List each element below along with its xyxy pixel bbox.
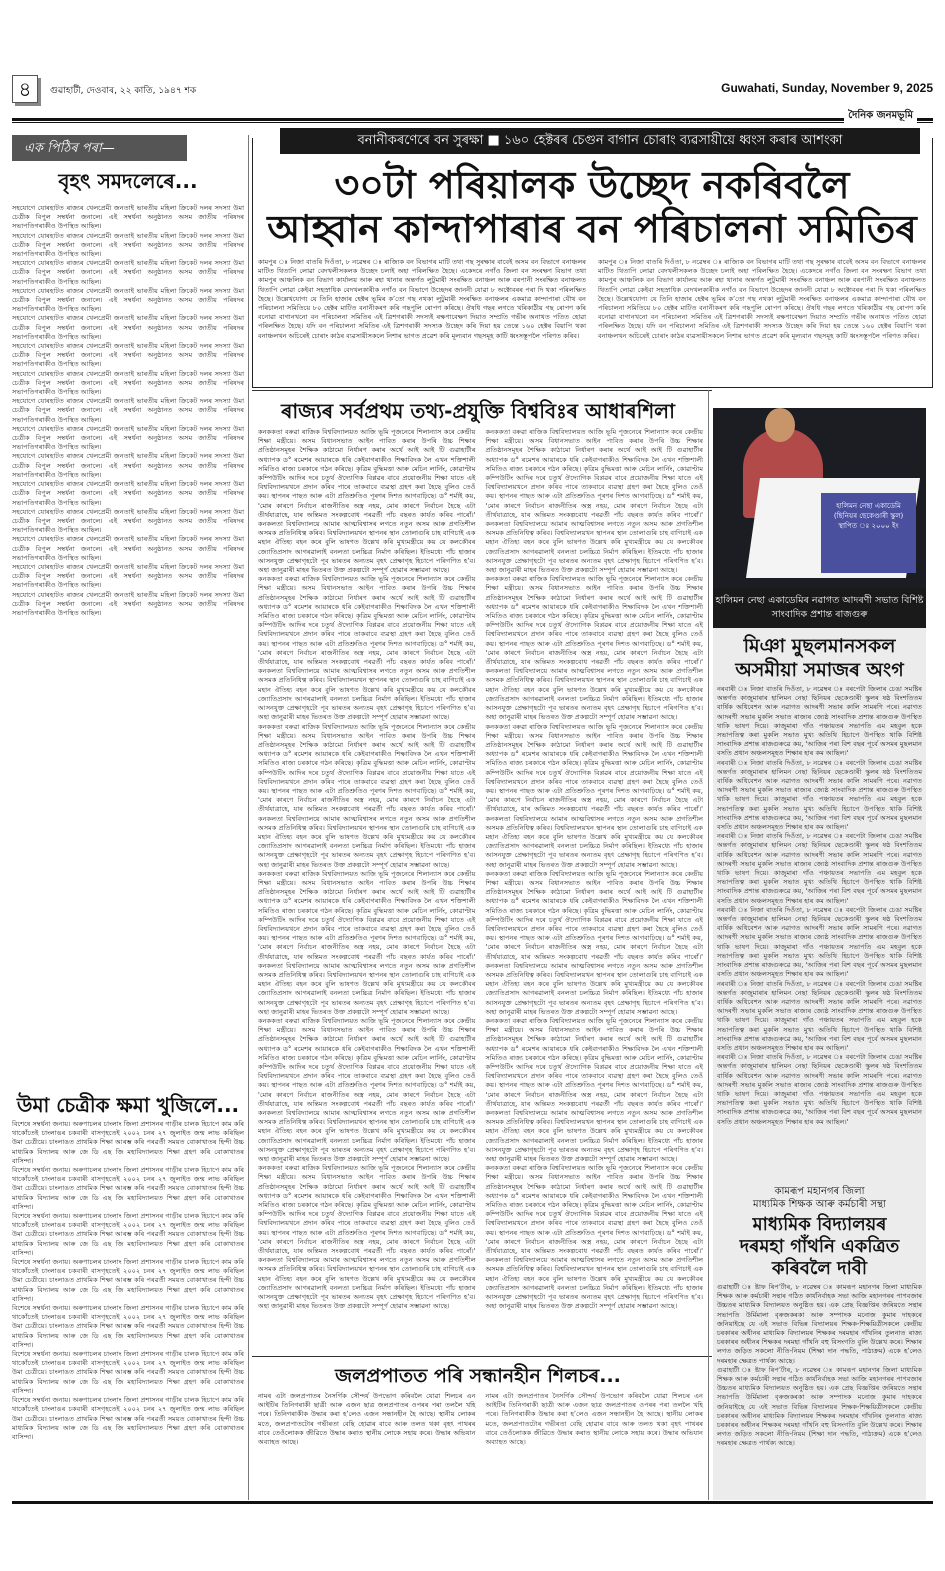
article-paragraph-continued: সহযোগে যোৰহাটত ৰাজ্যৰ খেলপ্ৰেমী জনতাই ভাৰতীয় মহিলা ক্ৰিকেট দলৰ সদস্যা উমা চেত্ৰীক বিপুল সম্বৰ্ধনা জনালে। এই সম্বৰ্ধনা অনুষ্ঠানত অসম জাতীয় পৰিষদৰ সভাপতিগৰাকীও উপস্থিত আছিল। (12, 535, 244, 562)
headline-line-2: অসমীয়া সমাজৰ অংগ (735, 659, 904, 681)
article-paragraph: বিশেষে সম্বৰ্ধনা জনায়। অৰুণাচলৰ চাংলাং জিলা প্ৰশাসনৰ গাড়ীৰ চালক হিচাপে কাম কৰি থাকোঁতেই চাংলাঙৰ চকবাৰী বাসগৃহতেই ২০০২ চনৰ ২৭ জুলাইত জন্ম লাভ কৰিছিল উমা চেত্ৰীয়ে। চাংলাঙত প্ৰাথমিক শিক্ষা আৰম্ভ কৰি পৰৱৰ্তী সময়ত বোকাখাতৰ হিন্দী উচ্চ মাধ্যমিক বিদ্যালয় আৰু জে ডি এছ জি মহাবিদ্যালয়ত শিক্ষা গ্ৰহণ কৰি বোকাখাতৰ বাসিন্দা। (12, 1120, 244, 1165)
article-paragraph-continued: নৰবাৰী ঃ নিজা বাতৰি দিওঁতা, ৮ নৱেম্বৰ ঃ বৰপেটা জিলাৰ চেঙা সমষ্টিৰ অন্তৰ্গত কাজুমাৰাৰ হালিমন নেছা ছিনিয়ৰ ছেকেণ্ডাৰী স্কুলৰ ষষ্ঠ বিংশতিতম বাৰ্ষিক অধিবেশন আৰু নৱাগত আদৰণী সভাৰ কালি সামৰণি পৰে। নৱাগত আদৰণী সভাৰ মুকলি সভাত ৰাজ্যৰ জ্যেষ্ঠ সাংবাদিক প্ৰশান্ত ৰাজগুৰু উপস্থিত থাকি ভাষণ দিয়ে। কাজুমাৰা গাঁও পঞ্চায়তৰ সভাপতি এম মহবুল হকে সভাপতিত্ব কৰা মুকলি সভাত মুখ্য অতিথি হিচাপে উপস্থিত থাকি বিশিষ্ট সাংবাদিক প্ৰশান্ত ৰাজগুৰুৱে কয়, 'আজিৰ পৰা বিশ বছৰ পূৰ্বে অসমৰ মুছলমান বসতি প্ৰধান অঞ্চলসমূহত শিক্ষাৰ হাৰ কম আছিল।' (717, 979, 922, 1052)
article-paragraph-continued: সহযোগে যোৰহাটত ৰাজ্যৰ খেলপ্ৰেমী জনতাই ভাৰতীয় মহিলা ক্ৰিকেট দলৰ সদস্যা উমা চেত্ৰীক বিপুল সম্বৰ্ধনা জনালে। এই সম্বৰ্ধনা অনুষ্ঠানত অসম জাতীয় পৰিষদৰ সভাপতিগৰাকীও উপস্থিত আছিল। (12, 342, 244, 369)
article-paragraph-continued: গুৱাহাটী ঃ ষ্টাফ ৰিপʼৰ্টাৰ, ৮ নৱেম্বৰ ঃ কামৰূপ মহানগৰ জিলা মাধ্যমিক শিক্ষক আৰু কৰ্মচাৰী সন্থাৰ গঠিত কাৰ্যনিৰ্বাহক সভা আজি মহানগৰৰ পাণবজাৰ উচ্চতৰ মাধ্যমিক বিদ্যালয়ত অনুষ্ঠিত হয়। এক প্ৰেছ বিজ্ঞপ্তিৰ জৰিয়তে সন্থাৰ সভাপতি উৰ্মিমালা বৃৰুজকৰকা আৰু সম্পাদক মনোজ কুমাৰ দাহকৰে জনিয়াইছে যে এই সভাত বিভিন্ন বিদ্যালয়ৰ শিক্ষক-শিক্ষয়িত্ৰীসকলে কেন্দ্ৰীয় চৰকাৰৰ অধীনৰ মাধ্যমিক বিদ্যালয়ৰ শিক্ষকৰ দৰমহাৰ গাঁথনিৰ তুলনাত ৰাজ্য চৰকাৰৰ অধীনৰ শিক্ষকৰ দৰমহা গাঁথনি বহু বিসংগতি বুলি উল্লেখ কৰে। শিক্ষাৰ লগত জড়িত সকলো নীতি-নিয়ম (শিক্ষা দান পদ্ধতি, পাঠ্যক্ৰম) একে হʼলেও দৰমহাৰ ক্ষেত্ৰত পাৰ্থক্য আছে। (717, 1365, 922, 1448)
article-paragraph-continued: কনককতা বৰুৱা ৰাজিক বিশ্ববিদ্যালয়ত আজি ভূমি পূজনেৰে শিলান্যাস কৰে কেন্দ্ৰীয় শিক্ষা মন্ত্ৰীয়ে। অসম বিধানসভাত আইন পাবিত কৰাৰ উপৰি উচ্চ শিক্ষাৰ প্ৰতিষ্ঠানসমূহৰ শৈক্ষিক কাঠামো নিৰ্ধাৰণ কৰাৰ অৰ্থে আই আই টি গুৱাহাটীৰ অধ্যাপক ড° ৰমেশৰ আয়াৰকে ধৰি কেইবাগৰাকীও শিক্ষাবিদক লৈ এখন শক্তিশালী সমিতিও ৰাজ্য চৰকাৰে গঠন কৰিছে। কৃত্ৰিম বুদ্ধিমত্তা আৰু মেচিন লাৰ্নিং, কোৱাণ্টাম কম্পিউটিং আদিৰ দৰে চতুৰ্থ ঔদ্যোগিক বিপ্লৱৰ বাবে প্ৰয়োজনীয় শিক্ষা যাতে এই বিশ্ববিদ্যালয়খনে প্ৰদান কৰিব পাৰে তাকবাবে ব্যৱস্থা গ্ৰহণ কৰা হৈছে বুলিও তেওঁ কয়। স্থাপনৰ পাছত আৰু এটা প্ৰতিশ্ৰুতিও পূৰণৰ দিশত আগবাঢ়িছে। ড° শৰ্মাই কয়, 'মোৰ কাৰণে নিৰ্বাচন ৰাজনীতিৰ অস্ত্ৰ নহয়, মোৰ কাৰণে নিৰ্বাচন হৈছে এটা তীৰ্থযাত্ৰাহে, যাৰ অন্তিমত সংকল্পবোধ পৰৱৰ্তী পাঁচ বছৰত কাৰ্যত কৰিব পাৰোঁ।' কনকলতা বিশ্ববিদ্যালয়ে আমাৰ আত্মবিশ্বাসৰ লগতে নতুন অসম আৰু প্ৰগতিশীল অসমক প্ৰতিনিধিত্ব কৰিব। বিশ্ববিদ্যালয়খন স্থাপনৰ স্থান তোলাগুৰি চাহ বাগিচাই এক মহান ঐতিহ্য বহন কৰে বুলি ভাষণত উল্লেখ কৰি মুখ্যমন্ত্ৰীয়ে কয় যে কলকৌবৰ জ্যোতিপ্ৰসাদ আগৰৱালাই বনলতা চলচ্চিত্ৰ নিৰ্মাণ কৰিছিল। ইতিমধ্যে পাঁচ হাজাৰ আসনযুক্ত প্ৰেক্ষাগৃহটো পূব ভাৰতৰ অন্যতম বৃহৎ প্ৰেক্ষাগৃহ হিচাপে পৰিগণিত হʼব। অহা জানুৱাৰী মাহৰ ভিতৰত উক্ত প্ৰকল্পটো সম্পূৰ্ণ হোৱাৰ সম্ভাৱনা আছে। (485, 428, 703, 575)
article-paragraph-continued: কনককতা বৰুৱা ৰাজিক বিশ্ববিদ্যালয়ত আজি ভূমি পূজনেৰে শিলান্যাস কৰে কেন্দ্ৰীয় শিক্ষা মন্ত্ৰীয়ে। অসম বিধানসভাত আইন পাবিত কৰাৰ উপৰি উচ্চ শিক্ষাৰ প্ৰতিষ্ঠানসমূহৰ শৈক্ষিক কাঠামো নিৰ্ধাৰণ কৰাৰ অৰ্থে আই আই টি গুৱাহাটীৰ অধ্যাপক ড° ৰমেশৰ আয়াৰকে ধৰি কেইবাগৰাকীও শিক্ষাবিদক লৈ এখন শক্তিশালী সমিতিও ৰাজ্য চৰকাৰে গঠন কৰিছে। কৃত্ৰিম বুদ্ধিমত্তা আৰু মেচিন লাৰ্নিং, কোৱাণ্টাম কম্পিউটিং আদিৰ দৰে চতুৰ্থ ঔদ্যোগিক বিপ্লৱৰ বাবে প্ৰয়োজনীয় শিক্ষা যাতে এই বিশ্ববিদ্যালয়খনে প্ৰদান কৰিব পাৰে তাকবাবে ব্যৱস্থা গ্ৰহণ কৰা হৈছে বুলিও তেওঁ কয়। স্থাপনৰ পাছত আৰু এটা প্ৰতিশ্ৰুতিও পূৰণৰ দিশত আগবাঢ়িছে। ড° শৰ্মাই কয়, 'মোৰ কাৰণে নিৰ্বাচন ৰাজনীতিৰ অস্ত্ৰ নহয়, মোৰ কাৰণে নিৰ্বাচন হৈছে এটা তীৰ্থযাত্ৰাহে, যাৰ অন্তিমত সংকল্পবোধ পৰৱৰ্তী পাঁচ বছৰত কাৰ্যত কৰিব পাৰোঁ।' কনকলতা বিশ্ববিদ্যালয়ে আমাৰ আত্মবিশ্বাসৰ লগতে নতুন অসম আৰু প্ৰগতিশীল অসমক প্ৰতিনিধিত্ব কৰিব। বিশ্ববিদ্যালয়খন স্থাপনৰ স্থান তোলাগুৰি চাহ বাগিচাই এক মহান ঐতিহ্য বহন কৰে বুলি ভাষণত উল্লেখ কৰি মুখ্যমন্ত্ৰীয়ে কয় যে কলকৌবৰ জ্যোতিপ্ৰসাদ আগৰৱালাই বনলতা চলচ্চিত্ৰ নিৰ্মাণ কৰিছিল। ইতিমধ্যে পাঁচ হাজাৰ আসনযুক্ত প্ৰেক্ষাগৃহটো পূব ভাৰতৰ অন্যতম বৃহৎ প্ৰেক্ষাগৃহ হিচাপে পৰিগণিত হʼব। অহা জানুৱাৰী মাহৰ ভিতৰত উক্ত প্ৰকল্পটো সম্পূৰ্ণ হোৱাৰ সম্ভাৱনা আছে। (258, 1017, 476, 1164)
page-number: ৪ (12, 75, 38, 103)
teachers-article-subhead (713, 1175, 926, 1211)
headline-line-1: মাধ্যমিক বিদ্যালয়ৰ (752, 1214, 887, 1235)
article-paragraph-continued: সহযোগে যোৰহাটত ৰাজ্যৰ খেলপ্ৰেমী জনতাই ভাৰতীয় মহিলা ক্ৰিকেট দলৰ সদস্যা উমা চেত্ৰীক বিপুল সম্বৰ্ধনা জনালে। এই সম্বৰ্ধনা অনুষ্ঠানত অসম জাতীয় পৰিষদৰ সভাপতিগৰাকীও উপস্থিত আছিল। (12, 369, 244, 397)
column-divider (248, 135, 249, 1500)
article-paragraph-continued: নৰবাৰী ঃ নিজা বাতৰি দিওঁতা, ৮ নৱেম্বৰ ঃ বৰপেটা জিলাৰ চেঙা সমষ্টিৰ অন্তৰ্গত কাজুমাৰাৰ হালিমন নেছা ছিনিয়ৰ ছেকেণ্ডাৰী স্কুলৰ ষষ্ঠ বিংশতিতম বাৰ্ষিক অধিবেশন আৰু নৱাগত আদৰণী সভাৰ কালি সামৰণি পৰে। নৱাগত আদৰণী সভাৰ মুকলি সভাত ৰাজ্যৰ জ্যেষ্ঠ সাংবাদিক প্ৰশান্ত ৰাজগুৰু উপস্থিত থাকি ভাষণ দিয়ে। কাজুমাৰা গাঁও পঞ্চায়তৰ সভাপতি এম মহবুল হকে সভাপতিত্ব কৰা মুকলি সভাত মুখ্য অতিথি হিচাপে উপস্থিত থাকি বিশিষ্ট সাংবাদিক প্ৰশান্ত ৰাজগুৰুৱে কয়, 'আজিৰ পৰা বিশ বছৰ পূৰ্বে অসমৰ মুছলমান বসতি প্ৰধান অঞ্চলসমূহত শিক্ষাৰ হাৰ কম আছিল।' (717, 905, 922, 979)
masthead-rule (12, 118, 933, 123)
article-paragraph-continued: কনককতা বৰুৱা ৰাজিক বিশ্ববিদ্যালয়ত আজি ভূমি পূজনেৰে শিলান্যাস কৰে কেন্দ্ৰীয় শিক্ষা মন্ত্ৰীয়ে। অসম বিধানসভাত আইন পাবিত কৰাৰ উপৰি উচ্চ শিক্ষাৰ প্ৰতিষ্ঠানসমূহৰ শৈক্ষিক কাঠামো নিৰ্ধাৰণ কৰাৰ অৰ্থে আই আই টি গুৱাহাটীৰ অধ্যাপক ড° ৰমেশৰ আয়াৰকে ধৰি কেইবাগৰাকীও শিক্ষাবিদক লৈ এখন শক্তিশালী সমিতিও ৰাজ্য চৰকাৰে গঠন কৰিছে। কৃত্ৰিম বুদ্ধিমত্তা আৰু মেচিন লাৰ্নিং, কোৱাণ্টাম কম্পিউটিং আদিৰ দৰে চতুৰ্থ ঔদ্যোগিক বিপ্লৱৰ বাবে প্ৰয়োজনীয় শিক্ষা যাতে এই বিশ্ববিদ্যালয়খনে প্ৰদান কৰিব পাৰে তাকবাবে ব্যৱস্থা গ্ৰহণ কৰা হৈছে বুলিও তেওঁ কয়। স্থাপনৰ পাছত আৰু এটা প্ৰতিশ্ৰুতিও পূৰণৰ দিশত আগবাঢ়িছে। ড° শৰ্মাই কয়, 'মোৰ কাৰণে নিৰ্বাচন ৰাজনীতিৰ অস্ত্ৰ নহয়, মোৰ কাৰণে নিৰ্বাচন হৈছে এটা তীৰ্থযাত্ৰাহে, যাৰ অন্তিমত সংকল্পবোধ পৰৱৰ্তী পাঁচ বছৰত কাৰ্যত কৰিব পাৰোঁ।' কনকলতা বিশ্ববিদ্যালয়ে আমাৰ আত্মবিশ্বাসৰ লগতে নতুন অসম আৰু প্ৰগতিশীল অসমক প্ৰতিনিধিত্ব কৰিব। বিশ্ববিদ্যালয়খন স্থাপনৰ স্থান তোলাগুৰি চাহ বাগিচাই এক মহান ঐতিহ্য বহন কৰে বুলি ভাষণত উল্লেখ কৰি মুখ্যমন্ত্ৰীয়ে কয় যে কলকৌবৰ জ্যোতিপ্ৰসাদ আগৰৱালাই বনলতা চলচ্চিত্ৰ নিৰ্মাণ কৰিছিল। ইতিমধ্যে পাঁচ হাজাৰ আসনযুক্ত প্ৰেক্ষাগৃহটো পূব ভাৰতৰ অন্যতম বৃহৎ প্ৰেক্ষাগৃহ হিচাপে পৰিগণিত হʼব। অহা জানুৱাৰী মাহৰ ভিতৰত উক্ত প্ৰকল্পটো সম্পূৰ্ণ হোৱাৰ সম্ভাৱনা আছে। (485, 722, 703, 869)
article-paragraph-continued: বিশেষে সম্বৰ্ধনা জনায়। অৰুণাচলৰ চাংলাং জিলা প্ৰশাসনৰ গাড়ীৰ চালক হিচাপে কাম কৰি থাকোঁতেই চাংলাঙৰ চকবাৰী বাসগৃহতেই ২০০২ চনৰ ২৭ জুলাইত জন্ম লাভ কৰিছিল উমা চেত্ৰীয়ে। চাংলাঙত প্ৰাথমিক শিক্ষা আৰম্ভ কৰি পৰৱৰ্তী সময়ত বোকাখাতৰ হিন্দী উচ্চ মাধ্যমিক বিদ্যালয় আৰু জে ডি এছ জি মহাবিদ্যালয়ত শিক্ষা গ্ৰহণ কৰি বোকাখাতৰ বাসিন্দা। (12, 1350, 244, 1395)
article-paragraph-continued: সহযোগে যোৰহাটত ৰাজ্যৰ খেলপ্ৰেমী জনতাই ভাৰতীয় মহিলা ক্ৰিকেট দলৰ সদস্যা উমা চেত্ৰীক বিপুল সম্বৰ্ধনা জনালে। এই সম্বৰ্ধনা অনুষ্ঠানত অসম জাতীয় পৰিষদৰ সভাপতিগৰাকীও উপস্থিত আছিল। (12, 231, 244, 259)
column-divider (708, 390, 709, 1500)
article-paragraph-continued: কনককতা বৰুৱা ৰাজিক বিশ্ববিদ্যালয়ত আজি ভূমি পূজনেৰে শিলান্যাস কৰে কেন্দ্ৰীয় শিক্ষা মন্ত্ৰীয়ে। অসম বিধানসভাত আইন পাবিত কৰাৰ উপৰি উচ্চ শিক্ষাৰ প্ৰতিষ্ঠানসমূহৰ শৈক্ষিক কাঠামো নিৰ্ধাৰণ কৰাৰ অৰ্থে আই আই টি গুৱাহাটীৰ অধ্যাপক ড° ৰমেশৰ আয়াৰকে ধৰি কেইবাগৰাকীও শিক্ষাবিদক লৈ এখন শক্তিশালী সমিতিও ৰাজ্য চৰকাৰে গঠন কৰিছে। কৃত্ৰিম বুদ্ধিমত্তা আৰু মেচিন লাৰ্নিং, কোৱাণ্টাম কম্পিউটিং আদিৰ দৰে চতুৰ্থ ঔদ্যোগিক বিপ্লৱৰ বাবে প্ৰয়োজনীয় শিক্ষা যাতে এই বিশ্ববিদ্যালয়খনে প্ৰদান কৰিব পাৰে তাকবাবে ব্যৱস্থা গ্ৰহণ কৰা হৈছে বুলিও তেওঁ কয়। স্থাপনৰ পাছত আৰু এটা প্ৰতিশ্ৰুতিও পূৰণৰ দিশত আগবাঢ়িছে। ড° শৰ্মাই কয়, 'মোৰ কাৰণে নিৰ্বাচন ৰাজনীতিৰ অস্ত্ৰ নহয়, মোৰ কাৰণে নিৰ্বাচন হৈছে এটা তীৰ্থযাত্ৰাহে, যাৰ অন্তিমত সংকল্পবোধ পৰৱৰ্তী পাঁচ বছৰত কাৰ্যত কৰিব পাৰোঁ।' কনকলতা বিশ্ববিদ্যালয়ে আমাৰ আত্মবিশ্বাসৰ লগতে নতুন অসম আৰু প্ৰগতিশীল অসমক প্ৰতিনিধিত্ব কৰিব। বিশ্ববিদ্যালয়খন স্থাপনৰ স্থান তোলাগুৰি চাহ বাগিচাই এক মহান ঐতিহ্য বহন কৰে বুলি ভাষণত উল্লেখ কৰি মুখ্যমন্ত্ৰীয়ে কয় যে কলকৌবৰ জ্যোতিপ্ৰসাদ আগৰৱালাই বনলতা চলচ্চিত্ৰ নিৰ্মাণ কৰিছিল। ইতিমধ্যে পাঁচ হাজাৰ আসনযুক্ত প্ৰেক্ষাগৃহটো পূব ভাৰতৰ অন্যতম বৃহৎ প্ৰেক্ষাগৃহ হিচাপে পৰিগণিত হʼব। অহা জানুৱাৰী মাহৰ ভিতৰত উক্ত প্ৰকল্পটো সম্পূৰ্ণ হোৱাৰ সম্ভাৱনা আছে। (485, 1164, 703, 1311)
lead-story-kicker: বনানীকৰণেৰে বন সুৰক্ষা ■ ১৬০ হেক্টৰৰ চেগুন বাগান চোৰাং ব্যৱসায়ীয়ে ধ্বংস কৰাৰ আশংকা (280, 128, 920, 154)
article-paragraph-continued: কনককতা বৰুৱা ৰাজিক বিশ্ববিদ্যালয়ত আজি ভূমি পূজনেৰে শিলান্যাস কৰে কেন্দ্ৰীয় শিক্ষা মন্ত্ৰীয়ে। অসম বিধানসভাত আইন পাবিত কৰাৰ উপৰি উচ্চ শিক্ষাৰ প্ৰতিষ্ঠানসমূহৰ শৈক্ষিক কাঠামো নিৰ্ধাৰণ কৰাৰ অৰ্থে আই আই টি গুৱাহাটীৰ অধ্যাপক ড° ৰমেশৰ আয়াৰকে ধৰি কেইবাগৰাকীও শিক্ষাবিদক লৈ এখন শক্তিশালী সমিতিও ৰাজ্য চৰকাৰে গঠন কৰিছে। কৃত্ৰিম বুদ্ধিমত্তা আৰু মেচিন লাৰ্নিং, কোৱাণ্টাম কম্পিউটিং আদিৰ দৰে চতুৰ্থ ঔদ্যোগিক বিপ্লৱৰ বাবে প্ৰয়োজনীয় শিক্ষা যাতে এই বিশ্ববিদ্যালয়খনে প্ৰদান কৰিব পাৰে তাকবাবে ব্যৱস্থা গ্ৰহণ কৰা হৈছে বুলিও তেওঁ কয়। স্থাপনৰ পাছত আৰু এটা প্ৰতিশ্ৰুতিও পূৰণৰ দিশত আগবাঢ়িছে। ড° শৰ্মাই কয়, 'মোৰ কাৰণে নিৰ্বাচন ৰাজনীতিৰ অস্ত্ৰ নহয়, মোৰ কাৰণে নিৰ্বাচন হৈছে এটা তীৰ্থযাত্ৰাহে, যাৰ অন্তিমত সংকল্পবোধ পৰৱৰ্তী পাঁচ বছৰত কাৰ্যত কৰিব পাৰোঁ।' কনকলতা বিশ্ববিদ্যালয়ে আমাৰ আত্মবিশ্বাসৰ লগতে নতুন অসম আৰু প্ৰগতিশীল অসমক প্ৰতিনিধিত্ব কৰিব। বিশ্ববিদ্যালয়খন স্থাপনৰ স্থান তোলাগুৰি চাহ বাগিচাই এক মহান ঐতিহ্য বহন কৰে বুলি ভাষণত উল্লেখ কৰি মুখ্যমন্ত্ৰীয়ে কয় যে কলকৌবৰ জ্যোতিপ্ৰসাদ আগৰৱালাই বনলতা চলচ্চিত্ৰ নিৰ্মাণ কৰিছিল। ইতিমধ্যে পাঁচ হাজাৰ আসনযুক্ত প্ৰেক্ষাগৃহটো পূব ভাৰতৰ অন্যতম বৃহৎ প্ৰেক্ষাগৃহ হিচাপে পৰিগণিত হʼব। অহা জানুৱাৰী মাহৰ ভিতৰত উক্ত প্ৰকল্পটো সম্পূৰ্ণ হোৱাৰ সম্ভাৱনা আছে। (258, 722, 476, 869)
subhead-line-1: কামৰূপ মহানগৰ জিলা (774, 1186, 865, 1197)
it-university-body (258, 428, 703, 1338)
article-paragraph-continued: সহযোগে যোৰহাটত ৰাজ্যৰ খেলপ্ৰেমী জনতাই ভাৰতীয় মহিলা ক্ৰিকেট দলৰ সদস্যা উমা চেত্ৰীক বিপুল সম্বৰ্ধনা জনালে। এই সম্বৰ্ধনা অনুষ্ঠানত অসম জাতীয় পৰিষদৰ সভাপতিগৰাকীও উপস্থিত আছিল। (12, 397, 244, 424)
subhead-line-2: মাধ্যমিক শিক্ষক আৰু কৰ্মচাৰী সন্থা (753, 1199, 886, 1210)
right-column (713, 628, 926, 1500)
article-paragraph-continued: কনককতা বৰুৱা ৰাজিক বিশ্ববিদ্যালয়ত আজি ভূমি পূজনেৰে শিলান্যাস কৰে কেন্দ্ৰীয় শিক্ষা মন্ত্ৰীয়ে। অসম বিধানসভাত আইন পাবিত কৰাৰ উপৰি উচ্চ শিক্ষাৰ প্ৰতিষ্ঠানসমূহৰ শৈক্ষিক কাঠামো নিৰ্ধাৰণ কৰাৰ অৰ্থে আই আই টি গুৱাহাটীৰ অধ্যাপক ড° ৰমেশৰ আয়াৰকে ধৰি কেইবাগৰাকীও শিক্ষাবিদক লৈ এখন শক্তিশালী সমিতিও ৰাজ্য চৰকাৰে গঠন কৰিছে। কৃত্ৰিম বুদ্ধিমত্তা আৰু মেচিন লাৰ্নিং, কোৱাণ্টাম কম্পিউটিং আদিৰ দৰে চতুৰ্থ ঔদ্যোগিক বিপ্লৱৰ বাবে প্ৰয়োজনীয় শিক্ষা যাতে এই বিশ্ববিদ্যালয়খনে প্ৰদান কৰিব পাৰে তাকবাবে ব্যৱস্থা গ্ৰহণ কৰা হৈছে বুলিও তেওঁ কয়। স্থাপনৰ পাছত আৰু এটা প্ৰতিশ্ৰুতিও পূৰণৰ দিশত আগবাঢ়িছে। ড° শৰ্মাই কয়, 'মোৰ কাৰণে নিৰ্বাচন ৰাজনীতিৰ অস্ত্ৰ নহয়, মোৰ কাৰণে নিৰ্বাচন হৈছে এটা তীৰ্থযাত্ৰাহে, যাৰ অন্তিমত সংকল্পবোধ পৰৱৰ্তী পাঁচ বছৰত কাৰ্যত কৰিব পাৰোঁ।' কনকলতা বিশ্ববিদ্যালয়ে আমাৰ আত্মবিশ্বাসৰ লগতে নতুন অসম আৰু প্ৰগতিশীল অসমক প্ৰতিনিধিত্ব কৰিব। বিশ্ববিদ্যালয়খন স্থাপনৰ স্থান তোলাগুৰি চাহ বাগিচাই এক মহান ঐতিহ্য বহন কৰে বুলি ভাষণত উল্লেখ কৰি মুখ্যমন্ত্ৰীয়ে কয় যে কলকৌবৰ জ্যোতিপ্ৰসাদ আগৰৱালাই বনলতা চলচ্চিত্ৰ নিৰ্মাণ কৰিছিল। ইতিমধ্যে পাঁচ হাজাৰ আসনযুক্ত প্ৰেক্ষাগৃহটো পূব ভাৰতৰ অন্যতম বৃহৎ প্ৰেক্ষাগৃহ হিচাপে পৰিগণিত হʼব। অহা জানুৱাৰী মাহৰ ভিতৰত উক্ত প্ৰকল্পটো সম্পূৰ্ণ হোৱাৰ সম্ভাৱনা আছে। (485, 1017, 703, 1164)
paper-name: দৈনিক জনমভূমি (844, 108, 917, 125)
article-paragraph-continued: সহযোগে যোৰহাটত ৰাজ্যৰ খেলপ্ৰেমী জনতাই ভাৰতীয় মহিলা ক্ৰিকেট দলৰ সদস্যা উমা চেত্ৰীক বিপুল সম্বৰ্ধনা জনালে। এই সম্বৰ্ধনা অনুষ্ঠানত অসম জাতীয় পৰিষদৰ সভাপতিগৰাকীও উপস্থিত আছিল। (12, 507, 244, 535)
article-body-brihat-samadal (12, 204, 244, 618)
article-paragraph-continued: নৰবাৰী ঃ নিজা বাতৰি দিওঁতা, ৮ নৱেম্বৰ ঃ বৰপেটা জিলাৰ চেঙা সমষ্টিৰ অন্তৰ্গত কাজুমাৰাৰ হালিমন নেছা ছিনিয়ৰ ছেকেণ্ডাৰী স্কুলৰ ষষ্ঠ বিংশতিতম বাৰ্ষিক অধিবেশন আৰু নৱাগত আদৰণী সভাৰ কালি সামৰণি পৰে। নৱাগত আদৰণী সভাৰ মুকলি সভাত ৰাজ্যৰ জ্যেষ্ঠ সাংবাদিক প্ৰশান্ত ৰাজগুৰু উপস্থিত থাকি ভাষণ দিয়ে। কাজুমাৰা গাঁও পঞ্চায়তৰ সভাপতি এম মহবুল হকে সভাপতিত্ব কৰা মুকলি সভাত মুখ্য অতিথি হিচাপে উপস্থিত থাকি বিশিষ্ট সাংবাদিক প্ৰশান্ত ৰাজগুৰুৱে কয়, 'আজিৰ পৰা বিশ বছৰ পূৰ্বে অসমৰ মুছলমান বসতি প্ৰধান অঞ্চলসমূহত শিক্ষাৰ হাৰ কম আছিল।' (717, 1053, 922, 1126)
article-paragraph-continued: নামৰ এটা জলপ্ৰপাতৰ নৈসৰ্গিক সৌন্দৰ্য উপভোগ কৰিবলৈ যোৱা শিলচৰ এন আইটিৰ তিনিগৰাকী ছাত্ৰী আৰু এজন ছাত্ৰ জলপ্ৰপাতৰ ওপৰৰ পৰা তললৈ খহি পৰে। তিনিগৰাকীক উদ্ধাৰ কৰা হʼলেও এজন সন্ধানহীন হৈ আছে। স্থানীয় লোকৰ মতে, জলপ্ৰপাতটোৰ গভীৰতা বেছি হোৱাৰ বাবে আৰু তলত থকা বৃহৎ পাথৰৰ বাবে তেওঁলোকক জীৱিতে উদ্ধাৰ কৰাত স্থানীয় লোকে সহায় কৰে। উদ্ধাৰ অভিযান অব্যাহত আছে। (485, 1392, 703, 1447)
article-paragraph: সহযোগে যোৰহাটত ৰাজ্যৰ খেলপ্ৰেমী জনতাই ভাৰতীয় মহিলা ক্ৰিকেট দলৰ সদস্যা উমা চেত্ৰীক বিপুল সম্বৰ্ধনা জনালে। এই সম্বৰ্ধনা অনুষ্ঠানত অসম জাতীয় পৰিষদৰ সভাপতিগৰাকীও উপস্থিত আছিল। (12, 204, 244, 231)
article-paragraph-continued: কনককতা বৰুৱা ৰাজিক বিশ্ববিদ্যালয়ত আজি ভূমি পূজনেৰে শিলান্যাস কৰে কেন্দ্ৰীয় শিক্ষা মন্ত্ৰীয়ে। অসম বিধানসভাত আইন পাবিত কৰাৰ উপৰি উচ্চ শিক্ষাৰ প্ৰতিষ্ঠানসমূহৰ শৈক্ষিক কাঠামো নিৰ্ধাৰণ কৰাৰ অৰ্থে আই আই টি গুৱাহাটীৰ অধ্যাপক ড° ৰমেশৰ আয়াৰকে ধৰি কেইবাগৰাকীও শিক্ষাবিদক লৈ এখন শক্তিশালী সমিতিও ৰাজ্য চৰকাৰে গঠন কৰিছে। কৃত্ৰিম বুদ্ধিমত্তা আৰু মেচিন লাৰ্নিং, কোৱাণ্টাম কম্পিউটিং আদিৰ দৰে চতুৰ্থ ঔদ্যোগিক বিপ্লৱৰ বাবে প্ৰয়োজনীয় শিক্ষা যাতে এই বিশ্ববিদ্যালয়খনে প্ৰদান কৰিব পাৰে তাকবাবে ব্যৱস্থা গ্ৰহণ কৰা হৈছে বুলিও তেওঁ কয়। স্থাপনৰ পাছত আৰু এটা প্ৰতিশ্ৰুতিও পূৰণৰ দিশত আগবাঢ়িছে। ড° শৰ্মাই কয়, 'মোৰ কাৰণে নিৰ্বাচন ৰাজনীতিৰ অস্ত্ৰ নহয়, মোৰ কাৰণে নিৰ্বাচন হৈছে এটা তীৰ্থযাত্ৰাহে, যাৰ অন্তিমত সংকল্পবোধ পৰৱৰ্তী পাঁচ বছৰত কাৰ্যত কৰিব পাৰোঁ।' কনকলতা বিশ্ববিদ্যালয়ে আমাৰ আত্মবিশ্বাসৰ লগতে নতুন অসম আৰু প্ৰগতিশীল অসমক প্ৰতিনিধিত্ব কৰিব। বিশ্ববিদ্যালয়খন স্থাপনৰ স্থান তোলাগুৰি চাহ বাগিচাই এক মহান ঐতিহ্য বহন কৰে বুলি ভাষণত উল্লেখ কৰি মুখ্যমন্ত্ৰীয়ে কয় যে কলকৌবৰ জ্যোতিপ্ৰসাদ আগৰৱালাই বনলতা চলচ্চিত্ৰ নিৰ্মাণ কৰিছিল। ইতিমধ্যে পাঁচ হাজাৰ আসনযুক্ত প্ৰেক্ষাগৃহটো পূব ভাৰতৰ অন্যতম বৃহৎ প্ৰেক্ষাগৃহ হিচাপে পৰিগণিত হʼব। অহা জানুৱাৰী মাহৰ ভিতৰত উক্ত প্ৰকল্পটো সম্পূৰ্ণ হোৱাৰ সম্ভাৱনা আছে। (258, 1164, 476, 1311)
teachers-article-body (713, 1283, 926, 1448)
it-university-headline: ৰাজ্যৰ সৰ্বপ্ৰথম তথ্য-প্ৰযুক্তি বিশ্ববিঃৰ আধাৰশিলা (281, 399, 675, 423)
article-paragraph: নৰবাৰী ঃ নিজা বাতৰি দিওঁতা, ৮ নৱেম্বৰ ঃ বৰপেটা জিলাৰ চেঙা সমষ্টিৰ অন্তৰ্গত কাজুমাৰাৰ হালিমন নেছা ছিনিয়ৰ ছেকেণ্ডাৰী স্কুলৰ ষষ্ঠ বিংশতিতম বাৰ্ষিক অধিবেশন আৰু নৱাগত আদৰণী সভাৰ কালি সামৰণি পৰে। নৱাগত আদৰণী সভাৰ মুকলি সভাত ৰাজ্যৰ জ্যেষ্ঠ সাংবাদিক প্ৰশান্ত ৰাজগুৰু উপস্থিত থাকি ভাষণ দিয়ে। কাজুমাৰা গাঁও পঞ্চায়তৰ সভাপতি এম মহবুল হকে সভাপতিত্ব কৰা মুকলি সভাত মুখ্য অতিথি হিচাপে উপস্থিত থাকি বিশিষ্ট সাংবাদিক প্ৰশান্ত ৰাজগুৰুৱে কয়, 'আজিৰ পৰা বিশ বছৰ পূৰ্বে অসমৰ মুছলমান বসতি প্ৰধান অঞ্চলসমূহত শিক্ষাৰ হাৰ কম আছিল।' (717, 685, 922, 758)
article-paragraph-continued: বিশেষে সম্বৰ্ধনা জনায়। অৰুণাচলৰ চাংলাং জিলা প্ৰশাসনৰ গাড়ীৰ চালক হিচাপে কাম কৰি থাকোঁতেই চাংলাঙৰ চকবাৰী বাসগৃহতেই ২০০২ চনৰ ২৭ জুলাইত জন্ম লাভ কৰিছিল উমা চেত্ৰীয়ে। চাংলাঙত প্ৰাথমিক শিক্ষা আৰম্ভ কৰি পৰৱৰ্তী সময়ত বোকাখাতৰ হিন্দী উচ্চ মাধ্যমিক বিদ্যালয় আৰু জে ডি এছ জি মহাবিদ্যালয়ত শিক্ষা গ্ৰহণ কৰি বোকাখাতৰ বাসিন্দা। (12, 1304, 244, 1349)
footer-rule (12, 1501, 933, 1504)
article-headline-uma-chetry: উমা চেত্ৰীক ক্ষমা খুজিলে... (12, 1091, 244, 1124)
article-paragraph-continued: কনককতা বৰুৱা ৰাজিক বিশ্ববিদ্যালয়ত আজি ভূমি পূজনেৰে শিলান্যাস কৰে কেন্দ্ৰীয় শিক্ষা মন্ত্ৰীয়ে। অসম বিধানসভাত আইন পাবিত কৰাৰ উপৰি উচ্চ শিক্ষাৰ প্ৰতিষ্ঠানসমূহৰ শৈক্ষিক কাঠামো নিৰ্ধাৰণ কৰাৰ অৰ্থে আই আই টি গুৱাহাটীৰ অধ্যাপক ড° ৰমেশৰ আয়াৰকে ধৰি কেইবাগৰাকীও শিক্ষাবিদক লৈ এখন শক্তিশালী সমিতিও ৰাজ্য চৰকাৰে গঠন কৰিছে। কৃত্ৰিম বুদ্ধিমত্তা আৰু মেচিন লাৰ্নিং, কোৱাণ্টাম কম্পিউটিং আদিৰ দৰে চতুৰ্থ ঔদ্যোগিক বিপ্লৱৰ বাবে প্ৰয়োজনীয় শিক্ষা যাতে এই বিশ্ববিদ্যালয়খনে প্ৰদান কৰিব পাৰে তাকবাবে ব্যৱস্থা গ্ৰহণ কৰা হৈছে বুলিও তেওঁ কয়। স্থাপনৰ পাছত আৰু এটা প্ৰতিশ্ৰুতিও পূৰণৰ দিশত আগবাঢ়িছে। ড° শৰ্মাই কয়, 'মোৰ কাৰণে নিৰ্বাচন ৰাজনীতিৰ অস্ত্ৰ নহয়, মোৰ কাৰণে নিৰ্বাচন হৈছে এটা তীৰ্থযাত্ৰাহে, যাৰ অন্তিমত সংকল্পবোধ পৰৱৰ্তী পাঁচ বছৰত কাৰ্যত কৰিব পাৰোঁ।' কনকলতা বিশ্ববিদ্যালয়ে আমাৰ আত্মবিশ্বাসৰ লগতে নতুন অসম আৰু প্ৰগতিশীল অসমক প্ৰতিনিধিত্ব কৰিব। বিশ্ববিদ্যালয়খন স্থাপনৰ স্থান তোলাগুৰি চাহ বাগিচাই এক মহান ঐতিহ্য বহন কৰে বুলি ভাষণত উল্লেখ কৰি মুখ্যমন্ত্ৰীয়ে কয় যে কলকৌবৰ জ্যোতিপ্ৰসাদ আগৰৱালাই বনলতা চলচ্চিত্ৰ নিৰ্মাণ কৰিছিল। ইতিমধ্যে পাঁচ হাজাৰ আসনযুক্ত প্ৰেক্ষাগৃহটো পূব ভাৰতৰ অন্যতম বৃহৎ প্ৰেক্ষাগৃহ হিচাপে পৰিগণিত হʼব। অহা জানুৱাৰী মাহৰ ভিতৰত উক্ত প্ৰকল্পটো সম্পূৰ্ণ হোৱাৰ সম্ভাৱনা আছে। (485, 869, 703, 1016)
photo-speaker-head (765, 408, 795, 442)
article-body-uma-chetry (12, 1120, 244, 1500)
article-paragraph-continued: নৰবাৰী ঃ নিজা বাতৰি দিওঁতা, ৮ নৱেম্বৰ ঃ বৰপেটা জিলাৰ চেঙা সমষ্টিৰ অন্তৰ্গত কাজুমাৰাৰ হালিমন নেছা ছিনিয়ৰ ছেকেণ্ডাৰী স্কুলৰ ষষ্ঠ বিংশতিতম বাৰ্ষিক অধিবেশন আৰু নৱাগত আদৰণী সভাৰ কালি সামৰণি পৰে। নৱাগত আদৰণী সভাৰ মুকলি সভাত ৰাজ্যৰ জ্যেষ্ঠ সাংবাদিক প্ৰশান্ত ৰাজগুৰু উপস্থিত থাকি ভাষণ দিয়ে। কাজুমাৰা গাঁও পঞ্চায়তৰ সভাপতি এম মহবুল হকে সভাপতিত্ব কৰা মুকলি সভাত মুখ্য অতিথি হিচাপে উপস্থিত থাকি বিশিষ্ট সাংবাদিক প্ৰশান্ত ৰাজগুৰুৱে কয়, 'আজিৰ পৰা বিশ বছৰ পূৰ্বে অসমৰ মুছলমান বসতি প্ৰধান অঞ্চলসমূহত শিক্ষাৰ হাৰ কম আছিল।' (717, 832, 922, 905)
left-column (12, 135, 244, 1500)
section-divider (252, 390, 712, 391)
lead-story-headline (262, 163, 922, 251)
section-divider (252, 1356, 712, 1357)
article-paragraph-continued: সহযোগে যোৰহাটত ৰাজ্যৰ খেলপ্ৰেমী জনতাই ভাৰতীয় মহিলা ক্ৰিকেট দলৰ সদস্যা উমা চেত্ৰীক বিপুল সম্বৰ্ধনা জনালে। এই সম্বৰ্ধনা অনুষ্ঠানত অসম জাতীয় পৰিষদৰ সভাপতিগৰাকীও উপস্থিত আছিল। (12, 424, 244, 452)
article-paragraph-continued: বিশেষে সম্বৰ্ধনা জনায়। অৰুণাচলৰ চাংলাং জিলা প্ৰশাসনৰ গাড়ীৰ চালক হিচাপে কাম কৰি থাকোঁতেই চাংলাঙৰ চকবাৰী বাসগৃহতেই ২০০২ চনৰ ২৭ জুলাইত জন্ম লাভ কৰিছিল উমা চেত্ৰীয়ে। চাংলাঙত প্ৰাথমিক শিক্ষা আৰম্ভ কৰি পৰৱৰ্তী সময়ত বোকাখাতৰ হিন্দী উচ্চ মাধ্যমিক বিদ্যালয় আৰু জে ডি এছ জি মহাবিদ্যালয়ত শিক্ষা গ্ৰহণ কৰি বোকাখাতৰ বাসিন্দা। (12, 1396, 244, 1441)
article-paragraph-continued: সহযোগে যোৰহাটত ৰাজ্যৰ খেলপ্ৰেমী জনতাই ভাৰতীয় মহিলা ক্ৰিকেট দলৰ সদস্যা উমা চেত্ৰীক বিপুল সম্বৰ্ধনা জনালে। এই সম্বৰ্ধনা অনুষ্ঠানত অসম জাতীয় পৰিষদৰ সভাপতিগৰাকীও উপস্থিত আছিল। (12, 286, 244, 314)
article-paragraph-continued: সহযোগে যোৰহাটত ৰাজ্যৰ খেলপ্ৰেমী জনতাই ভাৰতীয় মহিলা ক্ৰিকেট দলৰ সদস্যা উমা চেত্ৰীক বিপুল সম্বৰ্ধনা জনালে। এই সম্বৰ্ধনা অনুষ্ঠানত অসম জাতীয় পৰিষদৰ সভাপতিগৰাকীও উপস্থিত আছিল। (12, 314, 244, 341)
headline-line-3: কৰিবলৈ দাবী (772, 1258, 867, 1279)
lead-headline-line-1: ৩০টা পৰিয়ালক উচ্ছেদ নকৰিবলৈ (334, 163, 850, 207)
photo-caption: হালিমন নেছা একাডেমিৰ নৱাগত আদৰণী সভাত বিশিষ্ট সাংবাদিক প্ৰশান্ত ৰাজগুৰু (713, 588, 926, 628)
article-paragraph-continued: সহযোগে যোৰহাটত ৰাজ্যৰ খেলপ্ৰেমী জনতাই ভাৰতীয় মহিলা ক্ৰিকেট দলৰ সদস্যা উমা চেত্ৰীক বিপুল সম্বৰ্ধনা জনালে। এই সম্বৰ্ধনা অনুষ্ঠানত অসম জাতীয় পৰিষদৰ সভাপতিগৰাকীও উপস্থিত আছিল। (12, 480, 244, 507)
article-paragraph-continued: কনককতা বৰুৱা ৰাজিক বিশ্ববিদ্যালয়ত আজি ভূমি পূজনেৰে শিলান্যাস কৰে কেন্দ্ৰীয় শিক্ষা মন্ত্ৰীয়ে। অসম বিধানসভাত আইন পাবিত কৰাৰ উপৰি উচ্চ শিক্ষাৰ প্ৰতিষ্ঠানসমূহৰ শৈক্ষিক কাঠামো নিৰ্ধাৰণ কৰাৰ অৰ্থে আই আই টি গুৱাহাটীৰ অধ্যাপক ড° ৰমেশৰ আয়াৰকে ধৰি কেইবাগৰাকীও শিক্ষাবিদক লৈ এখন শক্তিশালী সমিতিও ৰাজ্য চৰকাৰে গঠন কৰিছে। কৃত্ৰিম বুদ্ধিমত্তা আৰু মেচিন লাৰ্নিং, কোৱাণ্টাম কম্পিউটিং আদিৰ দৰে চতুৰ্থ ঔদ্যোগিক বিপ্লৱৰ বাবে প্ৰয়োজনীয় শিক্ষা যাতে এই বিশ্ববিদ্যালয়খনে প্ৰদান কৰিব পাৰে তাকবাবে ব্যৱস্থা গ্ৰহণ কৰা হৈছে বুলিও তেওঁ কয়। স্থাপনৰ পাছত আৰু এটা প্ৰতিশ্ৰুতিও পূৰণৰ দিশত আগবাঢ়িছে। ড° শৰ্মাই কয়, 'মোৰ কাৰণে নিৰ্বাচন ৰাজনীতিৰ অস্ত্ৰ নহয়, মোৰ কাৰণে নিৰ্বাচন হৈছে এটা তীৰ্থযাত্ৰাহে, যাৰ অন্তিমত সংকল্পবোধ পৰৱৰ্তী পাঁচ বছৰত কাৰ্যত কৰিব পাৰোঁ।' কনকলতা বিশ্ববিদ্যালয়ে আমাৰ আত্মবিশ্বাসৰ লগতে নতুন অসম আৰু প্ৰগতিশীল অসমক প্ৰতিনিধিত্ব কৰিব। বিশ্ববিদ্যালয়খন স্থাপনৰ স্থান তোলাগুৰি চাহ বাগিচাই এক মহান ঐতিহ্য বহন কৰে বুলি ভাষণত উল্লেখ কৰি মুখ্যমন্ত্ৰীয়ে কয় যে কলকৌবৰ জ্যোতিপ্ৰসাদ আগৰৱালাই বনলতা চলচ্চিত্ৰ নিৰ্মাণ কৰিছিল। ইতিমধ্যে পাঁচ হাজাৰ আসনযুক্ত প্ৰেক্ষাগৃহটো পূব ভাৰতৰ অন্যতম বৃহৎ প্ৰেক্ষাগৃহ হিচাপে পৰিগণিত হʼব। অহা জানুৱাৰী মাহৰ ভিতৰত উক্ত প্ৰকল্পটো সম্পূৰ্ণ হোৱাৰ সম্ভাৱনা আছে। (258, 869, 476, 1016)
waterfall-body (258, 1392, 703, 1497)
headline-line-2: দৰমহা গাঁথনি একত্ৰিত (739, 1236, 900, 1257)
article-paragraph-continued: নৰবাৰী ঃ নিজা বাতৰি দিওঁতা, ৮ নৱেম্বৰ ঃ বৰপেটা জিলাৰ চেঙা সমষ্টিৰ অন্তৰ্গত কাজুমাৰাৰ হালিমন নেছা ছিনিয়ৰ ছেকেণ্ডাৰী স্কুলৰ ষষ্ঠ বিংশতিতম বাৰ্ষিক অধিবেশন আৰু নৱাগত আদৰণী সভাৰ কালি সামৰণি পৰে। নৱাগত আদৰণী সভাৰ মুকলি সভাত ৰাজ্যৰ জ্যেষ্ঠ সাংবাদিক প্ৰশান্ত ৰাজগুৰু উপস্থিত থাকি ভাষণ দিয়ে। কাজুমাৰা গাঁও পঞ্চায়তৰ সভাপতি এম মহবুল হকে সভাপতিত্ব কৰা মুকলি সভাত মুখ্য অতিথি হিচাপে উপস্থিত থাকি বিশিষ্ট সাংবাদিক প্ৰশান্ত ৰাজগুৰুৱে কয়, 'আজিৰ পৰা বিশ বছৰ পূৰ্বে অসমৰ মুছলমান বসতি প্ৰধান অঞ্চলসমূহত শিক্ষাৰ হাৰ কম আছিল।' (717, 758, 922, 832)
article-headline-brihat-samadal: বৃহৎ সমদলেৰে... (58, 169, 198, 193)
miya-article-body (713, 685, 926, 1175)
masthead (12, 75, 933, 125)
miya-article-headline (713, 628, 926, 685)
article-paragraph-continued: বিশেষে সম্বৰ্ধনা জনায়। অৰুণাচলৰ চাংলাং জিলা প্ৰশাসনৰ গাড়ীৰ চালক হিচাপে কাম কৰি থাকোঁতেই চাংলাঙৰ চকবাৰী বাসগৃহতেই ২০০২ চনৰ ২৭ জুলাইত জন্ম লাভ কৰিছিল উমা চেত্ৰীয়ে। চাংলাঙত প্ৰাথমিক শিক্ষা আৰম্ভ কৰি পৰৱৰ্তী সময়ত বোকাখাতৰ হিন্দী উচ্চ মাধ্যমিক বিদ্যালয় আৰু জে ডি এছ জি মহাবিদ্যালয়ত শিক্ষা গ্ৰহণ কৰি বোকাখাতৰ বাসিন্দা। (12, 1212, 244, 1257)
article-paragraph-continued: কনককতা বৰুৱা ৰাজিক বিশ্ববিদ্যালয়ত আজি ভূমি পূজনেৰে শিলান্যাস কৰে কেন্দ্ৰীয় শিক্ষা মন্ত্ৰীয়ে। অসম বিধানসভাত আইন পাবিত কৰাৰ উপৰি উচ্চ শিক্ষাৰ প্ৰতিষ্ঠানসমূহৰ শৈক্ষিক কাঠামো নিৰ্ধাৰণ কৰাৰ অৰ্থে আই আই টি গুৱাহাটীৰ অধ্যাপক ড° ৰমেশৰ আয়াৰকে ধৰি কেইবাগৰাকীও শিক্ষাবিদক লৈ এখন শক্তিশালী সমিতিও ৰাজ্য চৰকাৰে গঠন কৰিছে। কৃত্ৰিম বুদ্ধিমত্তা আৰু মেচিন লাৰ্নিং, কোৱাণ্টাম কম্পিউটিং আদিৰ দৰে চতুৰ্থ ঔদ্যোগিক বিপ্লৱৰ বাবে প্ৰয়োজনীয় শিক্ষা যাতে এই বিশ্ববিদ্যালয়খনে প্ৰদান কৰিব পাৰে তাকবাবে ব্যৱস্থা গ্ৰহণ কৰা হৈছে বুলিও তেওঁ কয়। স্থাপনৰ পাছত আৰু এটা প্ৰতিশ্ৰুতিও পূৰণৰ দিশত আগবাঢ়িছে। ড° শৰ্মাই কয়, 'মোৰ কাৰণে নিৰ্বাচন ৰাজনীতিৰ অস্ত্ৰ নহয়, মোৰ কাৰণে নিৰ্বাচন হৈছে এটা তীৰ্থযাত্ৰাহে, যাৰ অন্তিমত সংকল্পবোধ পৰৱৰ্তী পাঁচ বছৰত কাৰ্যত কৰিব পাৰোঁ।' কনকলতা বিশ্ববিদ্যালয়ে আমাৰ আত্মবিশ্বাসৰ লগতে নতুন অসম আৰু প্ৰগতিশীল অসমক প্ৰতিনিধিত্ব কৰিব। বিশ্ববিদ্যালয়খন স্থাপনৰ স্থান তোলাগুৰি চাহ বাগিচাই এক মহান ঐতিহ্য বহন কৰে বুলি ভাষণত উল্লেখ কৰি মুখ্যমন্ত্ৰীয়ে কয় যে কলকৌবৰ জ্যোতিপ্ৰসাদ আগৰৱালাই বনলতা চলচ্চিত্ৰ নিৰ্মাণ কৰিছিল। ইতিমধ্যে পাঁচ হাজাৰ আসনযুক্ত প্ৰেক্ষাগৃহটো পূব ভাৰতৰ অন্যতম বৃহৎ প্ৰেক্ষাগৃহ হিচাপে পৰিগণিত হʼব। অহা জানুৱাৰী মাহৰ ভিতৰত উক্ত প্ৰকল্পটো সম্পূৰ্ণ হোৱাৰ সম্ভাৱনা আছে। (485, 575, 703, 722)
waterfall-headline: জলপ্ৰপাতত পৰি সন্ধানহীন শিলচৰ... (335, 1365, 621, 1387)
article-paragraph-continued: সহযোগে যোৰহাটত ৰাজ্যৰ খেলপ্ৰেমী জনতাই ভাৰতীয় মহিলা ক্ৰিকেট দলৰ সদস্যা উমা চেত্ৰীক বিপুল সম্বৰ্ধনা জনালে। এই সম্বৰ্ধনা অনুষ্ঠানত অসম জাতীয় পৰিষদৰ সভাপতিগৰাকীও উপস্থিত আছিল। (12, 562, 244, 590)
article-paragraph-continued: বিশেষে সম্বৰ্ধনা জনায়। অৰুণাচলৰ চাংলাং জিলা প্ৰশাসনৰ গাড়ীৰ চালক হিচাপে কাম কৰি থাকোঁতেই চাংলাঙৰ চকবাৰী বাসগৃহতেই ২০০২ চনৰ ২৭ জুলাইত জন্ম লাভ কৰিছিল উমা চেত্ৰীয়ে। চাংলাঙত প্ৰাথমিক শিক্ষা আৰম্ভ কৰি পৰৱৰ্তী সময়ত বোকাখাতৰ হিন্দী উচ্চ মাধ্যমিক বিদ্যালয় আৰু জে ডি এছ জি মহাবিদ্যালয়ত শিক্ষা গ্ৰহণ কৰি বোকাখাতৰ বাসিন্দা। (12, 1166, 244, 1211)
article-paragraph-continued: সহযোগে যোৰহাটত ৰাজ্যৰ খেলপ্ৰেমী জনতাই ভাৰতীয় মহিলা ক্ৰিকেট দলৰ সদস্যা উমা চেত্ৰীক বিপুল সম্বৰ্ধনা জনালে। এই সম্বৰ্ধনা অনুষ্ঠানত অসম জাতীয় পৰিষদৰ সভাপতিগৰাকীও উপস্থিত আছিল। (12, 259, 244, 286)
article-paragraph: নামৰ এটা জলপ্ৰপাতৰ নৈসৰ্গিক সৌন্দৰ্য উপভোগ কৰিবলৈ যোৱা শিলচৰ এন আইটিৰ তিনিগৰাকী ছাত্ৰী আৰু এজন ছাত্ৰ জলপ্ৰপাতৰ ওপৰৰ পৰা তললৈ খহি পৰে। তিনিগৰাকীক উদ্ধাৰ কৰা হʼলেও এজন সন্ধানহীন হৈ আছে। স্থানীয় লোকৰ মতে, জলপ্ৰপাতটোৰ গভীৰতা বেছি হোৱাৰ বাবে আৰু তলত থকা বৃহৎ পাথৰৰ বাবে তেওঁলোকক জীৱিতে উদ্ধাৰ কৰাত স্থানীয় লোকে সহায় কৰে। উদ্ধাৰ অভিযান অব্যাহত আছে। (258, 1392, 476, 1447)
news-photo (713, 408, 926, 588)
article-paragraph-continued: বিশেষে সম্বৰ্ধনা জনায়। অৰুণাচলৰ চাংলাং জিলা প্ৰশাসনৰ গাড়ীৰ চালক হিচাপে কাম কৰি থাকোঁতেই চাংলাঙৰ চকবাৰী বাসগৃহতেই ২০০২ চনৰ ২৭ জুলাইত জন্ম লাভ কৰিছিল উমা চেত্ৰীয়ে। চাংলাঙত প্ৰাথমিক শিক্ষা আৰম্ভ কৰি পৰৱৰ্তী সময়ত বোকাখাতৰ হিন্দী উচ্চ মাধ্যমিক বিদ্যালয় আৰু জে ডি এছ জি মহাবিদ্যালয়ত শিক্ষা গ্ৰহণ কৰি বোকাখাতৰ বাসিন্দা। (12, 1258, 244, 1303)
article-paragraph: কনককতা বৰুৱা ৰাজিক বিশ্ববিদ্যালয়ত আজি ভূমি পূজনেৰে শিলান্যাস কৰে কেন্দ্ৰীয় শিক্ষা মন্ত্ৰীয়ে। অসম বিধানসভাত আইন পাবিত কৰাৰ উপৰি উচ্চ শিক্ষাৰ প্ৰতিষ্ঠানসমূহৰ শৈক্ষিক কাঠামো নিৰ্ধাৰণ কৰাৰ অৰ্থে আই আই টি গুৱাহাটীৰ অধ্যাপক ড° ৰমেশৰ আয়াৰকে ধৰি কেইবাগৰাকীও শিক্ষাবিদক লৈ এখন শক্তিশালী সমিতিও ৰাজ্য চৰকাৰে গঠন কৰিছে। কৃত্ৰিম বুদ্ধিমত্তা আৰু মেচিন লাৰ্নিং, কোৱাণ্টাম কম্পিউটিং আদিৰ দৰে চতুৰ্থ ঔদ্যোগিক বিপ্লৱৰ বাবে প্ৰয়োজনীয় শিক্ষা যাতে এই বিশ্ববিদ্যালয়খনে প্ৰদান কৰিব পাৰে তাকবাবে ব্যৱস্থা গ্ৰহণ কৰা হৈছে বুলিও তেওঁ কয়। স্থাপনৰ পাছত আৰু এটা প্ৰতিশ্ৰুতিও পূৰণৰ দিশত আগবাঢ়িছে। ড° শৰ্মাই কয়, 'মোৰ কাৰণে নিৰ্বাচন ৰাজনীতিৰ অস্ত্ৰ নহয়, মোৰ কাৰণে নিৰ্বাচন হৈছে এটা তীৰ্থযাত্ৰাহে, যাৰ অন্তিমত সংকল্পবোধ পৰৱৰ্তী পাঁচ বছৰত কাৰ্যত কৰিব পাৰোঁ।' কনকলতা বিশ্ববিদ্যালয়ে আমাৰ আত্মবিশ্বাসৰ লগতে নতুন অসম আৰু প্ৰগতিশীল অসমক প্ৰতিনিধিত্ব কৰিব। বিশ্ববিদ্যালয়খন স্থাপনৰ স্থান তোলাগুৰি চাহ বাগিচাই এক মহান ঐতিহ্য বহন কৰে বুলি ভাষণত উল্লেখ কৰি মুখ্যমন্ত্ৰীয়ে কয় যে কলকৌবৰ জ্যোতিপ্ৰসাদ আগৰৱালাই বনলতা চলচ্চিত্ৰ নিৰ্মাণ কৰিছিল। ইতিমধ্যে পাঁচ হাজাৰ আসনযুক্ত প্ৰেক্ষাগৃহটো পূব ভাৰতৰ অন্যতম বৃহৎ প্ৰেক্ষাগৃহ হিচাপে পৰিগণিত হʼব। অহা জানুৱাৰী মাহৰ ভিতৰত উক্ত প্ৰকল্পটো সম্পূৰ্ণ হোৱাৰ সম্ভাৱনা আছে। (258, 428, 476, 575)
lead-story-body (258, 258, 926, 384)
teachers-article-headline (713, 1211, 926, 1283)
photo-podium-banner: হালিমন নেছা একাডেমি (ছিনিয়ৰ ছেকেণ্ডাৰী স্কুল) স্থাপিত ঃ ২০০০ ইং (821, 493, 916, 573)
article-paragraph: গুৱাহাটী ঃ ষ্টাফ ৰিপʼৰ্টাৰ, ৮ নৱেম্বৰ ঃ কামৰূপ মহানগৰ জিলা মাধ্যমিক শিক্ষক আৰু কৰ্মচাৰী সন্থাৰ গঠিত কাৰ্যনিৰ্বাহক সভা আজি মহানগৰৰ পাণবজাৰ উচ্চতৰ মাধ্যমিক বিদ্যালয়ত অনুষ্ঠিত হয়। এক প্ৰেছ বিজ্ঞপ্তিৰ জৰিয়তে সন্থাৰ সভাপতি উৰ্মিমালা বৃৰুজকৰকা আৰু সম্পাদক মনোজ কুমাৰ দাহকৰে জনিয়াইছে যে এই সভাত বিভিন্ন বিদ্যালয়ৰ শিক্ষক-শিক্ষয়িত্ৰীসকলে কেন্দ্ৰীয় চৰকাৰৰ অধীনৰ মাধ্যমিক বিদ্যালয়ৰ শিক্ষকৰ দৰমহাৰ গাঁথনিৰ তুলনাত ৰাজ্য চৰকাৰৰ অধীনৰ শিক্ষকৰ দৰমহা গাঁথনি বহু বিসংগতি বুলি উল্লেখ কৰে। শিক্ষাৰ লগত জড়িত সকলো নীতি-নিয়ম (শিক্ষা দান পদ্ধতি, পাঠ্যক্ৰম) একে হʼলেও দৰমহাৰ ক্ষেত্ৰত পাৰ্থক্য আছে। (717, 1283, 922, 1365)
article-paragraph-continued: কনককতা বৰুৱা ৰাজিক বিশ্ববিদ্যালয়ত আজি ভূমি পূজনেৰে শিলান্যাস কৰে কেন্দ্ৰীয় শিক্ষা মন্ত্ৰীয়ে। অসম বিধানসভাত আইন পাবিত কৰাৰ উপৰি উচ্চ শিক্ষাৰ প্ৰতিষ্ঠানসমূহৰ শৈক্ষিক কাঠামো নিৰ্ধাৰণ কৰাৰ অৰ্থে আই আই টি গুৱাহাটীৰ অধ্যাপক ড° ৰমেশৰ আয়াৰকে ধৰি কেইবাগৰাকীও শিক্ষাবিদক লৈ এখন শক্তিশালী সমিতিও ৰাজ্য চৰকাৰে গঠন কৰিছে। কৃত্ৰিম বুদ্ধিমত্তা আৰু মেচিন লাৰ্নিং, কোৱাণ্টাম কম্পিউটিং আদিৰ দৰে চতুৰ্থ ঔদ্যোগিক বিপ্লৱৰ বাবে প্ৰয়োজনীয় শিক্ষা যাতে এই বিশ্ববিদ্যালয়খনে প্ৰদান কৰিব পাৰে তাকবাবে ব্যৱস্থা গ্ৰহণ কৰা হৈছে বুলিও তেওঁ কয়। স্থাপনৰ পাছত আৰু এটা প্ৰতিশ্ৰুতিও পূৰণৰ দিশত আগবাঢ়িছে। ড° শৰ্মাই কয়, 'মোৰ কাৰণে নিৰ্বাচন ৰাজনীতিৰ অস্ত্ৰ নহয়, মোৰ কাৰণে নিৰ্বাচন হৈছে এটা তীৰ্থযাত্ৰাহে, যাৰ অন্তিমত সংকল্পবোধ পৰৱৰ্তী পাঁচ বছৰত কাৰ্যত কৰিব পাৰোঁ।' কনকলতা বিশ্ববিদ্যালয়ে আমাৰ আত্মবিশ্বাসৰ লগতে নতুন অসম আৰু প্ৰগতিশীল অসমক প্ৰতিনিধিত্ব কৰিব। বিশ্ববিদ্যালয়খন স্থাপনৰ স্থান তোলাগুৰি চাহ বাগিচাই এক মহান ঐতিহ্য বহন কৰে বুলি ভাষণত উল্লেখ কৰি মুখ্যমন্ত্ৰীয়ে কয় যে কলকৌবৰ জ্যোতিপ্ৰসাদ আগৰৱালাই বনলতা চলচ্চিত্ৰ নিৰ্মাণ কৰিছিল। ইতিমধ্যে পাঁচ হাজাৰ আসনযুক্ত প্ৰেক্ষাগৃহটো পূব ভাৰতৰ অন্যতম বৃহৎ প্ৰেক্ষাগৃহ হিচাপে পৰিগণিত হʼব। অহা জানুৱাৰী মাহৰ ভিতৰত উক্ত প্ৰকল্পটো সম্পূৰ্ণ হোৱাৰ সম্ভাৱনা আছে। (258, 575, 476, 722)
headline-line-1: মিঞা মুছলমানসকল (743, 635, 896, 657)
article-paragraph-continued: সহযোগে যোৰহাটত ৰাজ্যৰ খেলপ্ৰেমী জনতাই ভাৰতীয় মহিলা ক্ৰিকেট দলৰ সদস্যা উমা চেত্ৰীক বিপুল সম্বৰ্ধনা জনালে। এই সম্বৰ্ধনা অনুষ্ঠানত অসম জাতীয় পৰিষদৰ সভাপতিগৰাকীও উপস্থিত আছিল। (12, 452, 244, 479)
article-paragraph-continued: কামপুৰ ঃ নিজা বাতৰি দিওঁতা, ৮ নৱেম্বৰ ঃ ৰাজ্যিক বন বিভাগৰ মাটি তথা গছ সুৰক্ষাৰ বাবেই অসম বন বিভাগে বনাঞ্চলৰ মাটিত থিতাপি লোৱা বেদখলীসকলক উচ্ছেদ চলাই অহা পৰিলক্ষিত হৈছে। একেদৰে নগাঁও জিলা বন সংৰক্ষণ বিভাগ তথা কামপুৰ আঞ্চলিক বন বিভাগ কাৰ্যালয় আৰু ৰহা থানাৰ অন্তৰ্গত লুটুমাৰী সংৰক্ষিত বনাঞ্চল আৰু বৰপানী সংৰক্ষিত বনাঞ্চলত থিতাপি লোৱা কেইবা সহস্ৰাধিক বেদখলকাৰীক নগাঁও বন বিভাগে উচ্ছেদৰ জাননী যোৱা ৮ অক্টোবৰৰ পৰা দি থকা পৰিলক্ষিত হৈছে। উল্লেখযোগ্য যে তিনি হাজাৰ হেক্টৰ ভূমিৰ কʼতো গছ নথকা লুটুমাৰী সংৰক্ষিত বনাঞ্চলৰ একমাত্ৰ কান্দাপাৰা যৌথ বন পৰিচালনা সমিতিয়ে ৮০ হেক্টৰ মাটিত বনানীকৰণ কৰি গছপুলি ৰোপণ কৰিছে। ঔষধি গছৰ লগতে খৰিকাঠীয় গছ ৰোপণ কৰি বনোৱা বাগানখনো বন পৰিচালনা সমিতিৰ এই ত্ৰিশগৰাকী সদস্যই ৰক্ষণাবেক্ষণ দিয়াত সম্প্ৰতি গভীৰ অনাথত পতিত হোৱা পৰিলক্ষিত হৈছে। যদি বন পৰিচালনা সমিতিৰ এই ত্ৰিশগৰাকী সদস্যক উচ্ছেদ কৰি দিয়া হয় তেন্তে ১৬০ হেক্টৰ বিয়াপি থকা বনাঞ্চলখন অচিৰেই চোৰাং কাঠৰ ব্যৱসায়ীসকলে নিশাৰ ভাগত প্ৰৱেশ কৰি মূল্যবান গছসমূহ কাটি ধ্বংসস্তূপলৈ পৰিণত কৰিব। (598, 258, 926, 340)
article-paragraph: কামপুৰ ঃ নিজা বাতৰি দিওঁতা, ৮ নৱেম্বৰ ঃ ৰাজ্যিক বন বিভাগৰ মাটি তথা গছ সুৰক্ষাৰ বাবেই অসম বন বিভাগে বনাঞ্চলৰ মাটিত থিতাপি লোৱা বেদখলীসকলক উচ্ছেদ চলাই অহা পৰিলক্ষিত হৈছে। একেদৰে নগাঁও জিলা বন সংৰক্ষণ বিভাগ তথা কামপুৰ আঞ্চলিক বন বিভাগ কাৰ্যালয় আৰু ৰহা থানাৰ অন্তৰ্গত লুটুমাৰী সংৰক্ষিত বনাঞ্চল আৰু বৰপানী সংৰক্ষিত বনাঞ্চলত থিতাপি লোৱা কেইবা সহস্ৰাধিক বেদখলকাৰীক নগাঁও বন বিভাগে উচ্ছেদৰ জাননী যোৱা ৮ অক্টোবৰৰ পৰা দি থকা পৰিলক্ষিত হৈছে। উল্লেখযোগ্য যে তিনি হাজাৰ হেক্টৰ ভূমিৰ কʼতো গছ নথকা লুটুমাৰী সংৰক্ষিত বনাঞ্চলৰ একমাত্ৰ কান্দাপাৰা যৌথ বন পৰিচালনা সমিতিয়ে ৮০ হেক্টৰ মাটিত বনানীকৰণ কৰি গছপুলি ৰোপণ কৰিছে। ঔষধি গছৰ লগতে খৰিকাঠীয় গছ ৰোপণ কৰি বনোৱা বাগানখনো বন পৰিচালনা সমিতিৰ এই ত্ৰিশগৰাকী সদস্যই ৰক্ষণাবেক্ষণ দিয়াত সম্প্ৰতি গভীৰ অনাথত পতিত হোৱা পৰিলক্ষিত হৈছে। যদি বন পৰিচালনা সমিতিৰ এই ত্ৰিশগৰাকী সদস্যক উচ্ছেদ কৰি দিয়া হয় তেন্তে ১৬০ হেক্টৰ বিয়াপি থকা বনাঞ্চলখন অচিৰেই চোৰাং কাঠৰ ব্যৱসায়ীসকলে নিশাৰ ভাগত প্ৰৱেশ কৰি মূল্যবান গছসমূহ কাটি ধ্বংসস্তূপলৈ পৰিণত কৰিব। (258, 258, 586, 340)
date-english: Guwahati, Sunday, November 9, 2025 (721, 81, 933, 95)
lead-headline-line-2: আহ্বান কান্দাপাৰাৰ বন পৰিচালনা সমিতিৰ (267, 207, 917, 251)
article-paragraph-continued: সহযোগে যোৰহাটত ৰাজ্যৰ খেলপ্ৰেমী জনতাই ভাৰতীয় মহিলা ক্ৰিকেট দলৰ সদস্যা উমা চেত্ৰীক বিপুল সম্বৰ্ধনা জনালে। এই সম্বৰ্ধনা অনুষ্ঠানত অসম জাতীয় পৰিষদৰ সভাপতিগৰাকীও উপস্থিত আছিল। (12, 590, 244, 617)
date-assamese: গুৱাহাটী, দেওবাৰ, ২২ কাতি, ১৯৪৭ শক (50, 86, 197, 96)
continued-from-front-kicker: এক পিঠিৰ পৰা— (12, 135, 187, 161)
